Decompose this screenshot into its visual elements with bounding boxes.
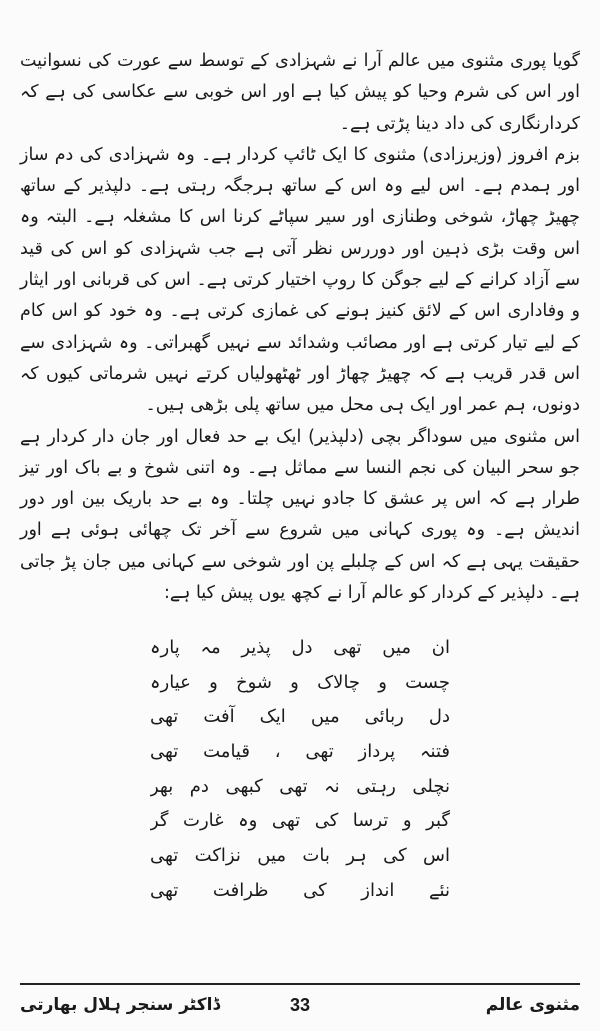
verse-line: چست و چالاک و شوخ و عیارہ [150, 671, 450, 693]
page-number: 33 [289, 995, 311, 1015]
verse-line: نچلی رہتی نہ تھی کبھی دم بھر [150, 775, 450, 797]
paragraph-2: بزم افروز (وزیرزادی) مثنوی کا ایک ٹائپ کردار ہے۔ وہ شہزادی کی دم ساز اور ہمدم ہے۔ اس لیے وہ اس کے ساتھ ہرجگہ رہتی ہے۔ دلپذیر کے ساتھ چھیڑ چھاڑ، شوخی وطنازی اور سیر سپاٹے کرنا اس کا مشغلہ ہے۔ البتہ وہ اس وقت بڑی ذہین اور دوررس نظر آتی ہے جب شہزادی کو اس کی قید سے آزاد کرانے کے لیے جوگن کا روپ اختیار کرتی ہے۔ اس کی قربانی اور ایثار و وفاداری اس کے لائق کنیز ہونے کی غمازی کرتی ہے۔ وہ خود کو اس کام کے لیے تیار کرتی ہے اور مصائب وشدائد سے نہیں گھبراتی۔ وہ شہزادی سے اس قدر قریب ہے کہ چھیڑ چھاڑ اور ٹھٹھولیاں کرتے نہیں شرماتی کیوں کہ دونوں، ہم عمر اور ایک ہی محل میں ساتھ پلی بڑھی ہیں۔ [20, 144, 580, 416]
verse-line: فتنہ پرداز تھی ، قیامت تھی [150, 741, 450, 763]
verse-line: دل ربائی میں ایک آفت تھی [150, 706, 450, 728]
verse-line: ان میں تھی دل پذیر مہ پارہ [150, 637, 450, 658]
page-footer [20, 988, 580, 1022]
footer-book-title: مثنوی عالم [485, 995, 580, 1015]
verse-block [150, 631, 450, 909]
verse-line: اس کی ہر بات میں نزاکت تھی [150, 845, 450, 867]
verse-line: نئے انداز کی ظرافت تھی [150, 879, 450, 901]
body-text [20, 46, 580, 609]
paragraph-1: گویا پوری مثنوی میں عالم آرا نے شہزادی کے توسط سے عورت کی نسوانیت اور اس کی شرم وحیا کو پیش کیا ہے اور اس خوبی سے عکاسی کی ہے کہ کردارنگاری کی داد دینا پڑتی ہے۔ [20, 51, 580, 134]
footer-author: ڈاکٹر سنجر ہلال بھارتی [20, 995, 221, 1015]
paragraph-3: اس مثنوی میں سوداگر بچی (دلپذیر) ایک بے حد فعال اور جان دار کردار ہے جو سحر البیان کی نجم النسا سے مماثل ہے۔ وہ اتنی شوخ و بے باک اور تیز طرار ہے کہ اس پر عشق کا جادو نہیں چلتا۔ وہ بے حد باریک بین اور دور اندیش ہے۔ وہ پوری کہانی میں شروع سے آخر تک چھائی ہوئی ہے اور حقیقت یہی ہے کہ اس کے چلبلے پن اور شوخی سے کہانی میں جان پڑ جاتی ہے۔ دلپذیر کے کردار کو عالم آرا نے کچھ یوں پیش کیا ہے: [20, 426, 580, 604]
verse-line: گبر و ترسا کی تھی وہ غارت گر [150, 810, 450, 832]
footer-divider [20, 983, 580, 985]
